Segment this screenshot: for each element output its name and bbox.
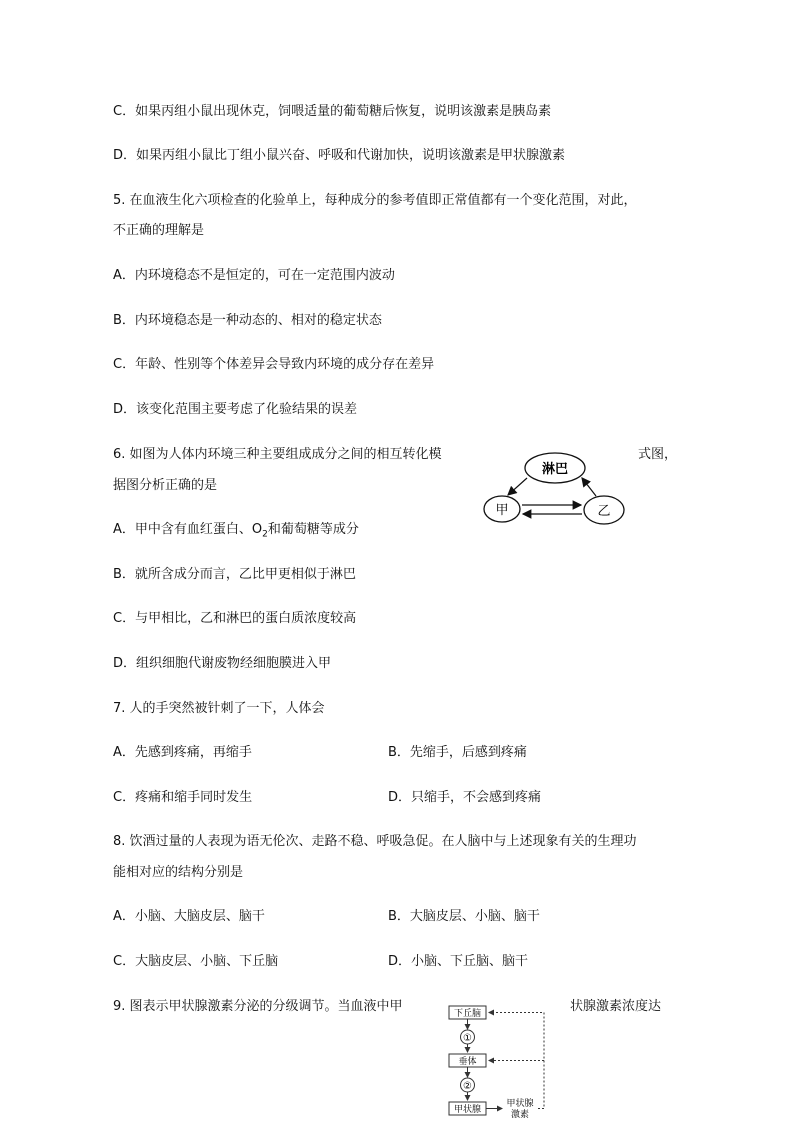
q5-stem-line2: 不正确的理解是 [113, 223, 205, 238]
q6-option-a-subscript: 2 [262, 529, 268, 540]
jia-label: 甲 [495, 503, 509, 518]
hypothalamus-label: 下丘脑 [453, 1009, 482, 1019]
q6-option-a [113, 521, 359, 544]
q6-option-d: D．组织细胞代谢废物经细胞膜进入甲 [113, 656, 332, 671]
thyroid-regulation-diagram [440, 1002, 560, 1123]
pituitary-label: 垂体 [458, 1057, 477, 1067]
q9-stem-part2: 状腺激素浓度达 [570, 999, 662, 1014]
q6-option-b: B．就所含成分而言，乙比甲更相似于淋巴 [113, 567, 356, 582]
hormone-label-line1: 甲状腺 [506, 1099, 534, 1109]
hormone-label-line2: 激素 [510, 1110, 530, 1120]
q5-stem-line1: 5. 在血液生化六项检查的化验单上，每种成分的参考值即正常值都有一个变化范围，对此， [113, 193, 637, 208]
q8-option-a: A．小脑、大脑皮层、脑干 [113, 909, 265, 924]
yi-to-lymph-arrow [582, 478, 596, 496]
q7-option-a: A．先感到疼痛，再缩手 [113, 745, 252, 760]
q7-option-d: D．只缩手，不会感到疼痛 [388, 790, 542, 805]
q4-option-c: C．如果丙组小鼠出现休克，饲喂适量的葡萄糖后恢复，说明该激素是胰岛素 [113, 104, 552, 119]
q5-option-d: D．该变化范围主要考虑了化验结果的误差 [113, 402, 358, 417]
q8-stem-line2: 能相对应的结构分别是 [113, 865, 244, 880]
q8-option-b: B．大脑皮层、小脑、脑干 [388, 909, 540, 924]
q5-option-a: A．内环境稳态不是恒定的，可在一定范围内波动 [113, 268, 395, 283]
q6-stem-part1: 6. 如图为人体内环境三种主要组成成分之间的相互转化模 [113, 447, 442, 462]
q6-option-a-pre: A．甲中含有血红蛋白、O [113, 522, 263, 537]
q6-option-c: C．与甲相比，乙和淋巴的蛋白质浓度较高 [113, 611, 357, 626]
step2-label: ② [463, 1081, 472, 1092]
step1-label: ① [463, 1033, 472, 1044]
q8-option-d: D．小脑、下丘脑、脑干 [388, 954, 529, 969]
q7-option-b: B．先缩手，后感到疼痛 [388, 745, 527, 760]
lymph-label: 淋巴 [541, 462, 569, 477]
thyroid-label: 甲状腺 [453, 1105, 482, 1115]
q6-stem-part2: 式图， [638, 447, 678, 462]
q5-option-b: B．内环境稳态是一种动态的、相对的稳定状态 [113, 313, 382, 328]
q7-stem: 7. 人的手突然被针刺了一下，人体会 [113, 701, 325, 716]
q8-option-c: C．大脑皮层、小脑、下丘脑 [113, 954, 279, 969]
q6-stem-line2: 据图分析正确的是 [113, 478, 218, 493]
q8-stem-line1: 8. 饮酒过量的人表现为语无伦次、走路不稳、呼吸急促。在人脑中与上述现象有关的生理功 [113, 834, 637, 849]
q7-option-c: C．疼痛和缩手同时发生 [113, 790, 253, 805]
lymph-to-jia-arrow [508, 478, 527, 495]
body-fluid-diagram [478, 448, 628, 530]
q9-stem-part1: 9. 图表示甲状腺激素分泌的分级调节。当血液中甲 [113, 999, 403, 1014]
q6-option-a-post: 和葡萄糖等成分 [267, 522, 359, 537]
q4-option-d: D．如果丙组小鼠比丁组小鼠兴奋、呼吸和代谢加快，说明该激素是甲状腺激素 [113, 148, 566, 163]
q5-option-c: C．年龄、性别等个体差异会导致内环境的成分存在差异 [113, 357, 435, 372]
yi-label: 乙 [597, 504, 611, 519]
